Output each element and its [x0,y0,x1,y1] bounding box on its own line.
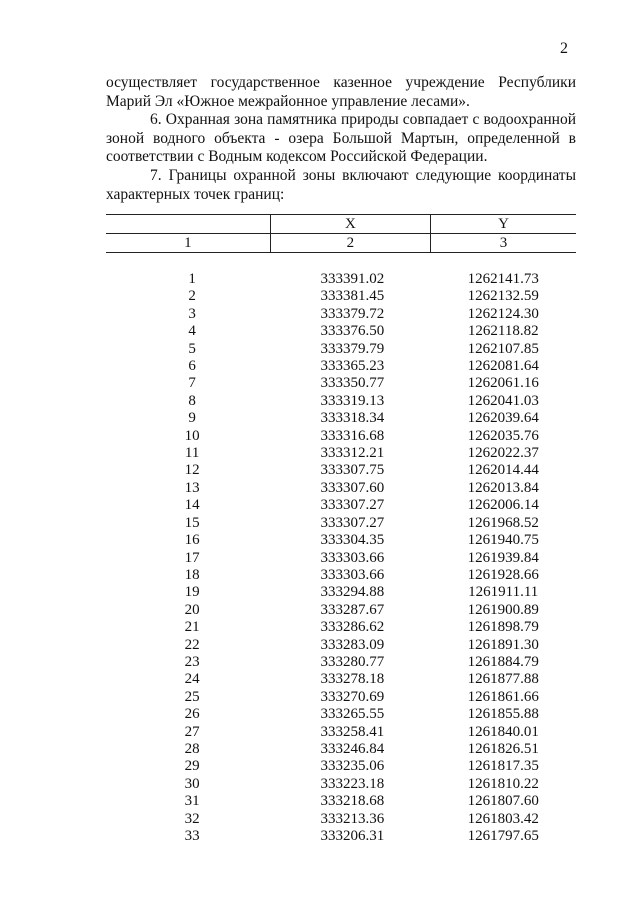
point-number-cell: 6 [188,358,196,375]
table-row [106,428,576,445]
point-number-cell: 25 [184,688,200,705]
table-row [106,550,576,567]
table-row [106,341,576,358]
y-coordinate-cell: 1261817.35 [467,758,539,775]
y-coordinate-cell: 1262014.44 [467,462,539,479]
table-row [106,480,576,497]
point-number-cell: 24 [184,671,200,688]
point-number-cell: 2 [188,288,196,305]
table-row [106,393,576,410]
x-coordinate-cell: 333294.88 [320,584,385,601]
point-number-cell: 21 [184,619,200,636]
point-number-cell: 10 [184,427,200,444]
point-number-cell: 15 [184,514,200,531]
y-coordinate-cell: 1262039.64 [467,410,539,427]
column-number-row [106,234,576,253]
point-number-cell: 29 [184,758,200,775]
point-number-cell: 28 [184,740,200,757]
column-number-cell: 2 [270,234,430,253]
point-number-cell: 11 [184,445,200,462]
table-row [106,811,576,828]
y-coordinate-cell: 1261797.65 [467,828,539,844]
y-coordinate-cell: 1261928.66 [467,566,539,583]
y-coordinate-cell: 1262081.64 [467,358,539,375]
y-coordinate-cell: 1261807.60 [467,793,539,810]
table-row [106,375,576,392]
table-row [106,637,576,654]
x-coordinate-cell: 333246.84 [320,740,385,757]
y-coordinate-cell: 1261826.51 [467,740,539,757]
point-number-cell: 5 [188,340,196,357]
table-spacer-row [106,253,576,272]
table-row [106,793,576,810]
x-coordinate-cell: 333312.21 [320,445,385,462]
y-coordinate-cell: 1262124.30 [467,305,539,322]
y-coordinate-cell: 1262006.14 [467,497,539,514]
y-coordinate-cell: 1262022.37 [467,445,539,462]
point-number-cell: 30 [184,775,200,792]
x-coordinate-cell: 333304.35 [320,532,385,549]
header-cell-point [106,215,270,234]
table-row [106,671,576,688]
point-number-cell: 3 [188,305,196,322]
header-cell-x: X [270,215,430,234]
y-coordinate-cell: 1261840.01 [467,723,539,740]
x-coordinate-cell: 333391.02 [320,271,385,287]
table-header-row [106,215,576,234]
point-number-cell: 14 [184,497,200,514]
column-number-cell: 1 [106,234,270,253]
x-coordinate-cell: 333307.75 [320,462,385,479]
point-number-cell: 32 [184,810,200,827]
y-coordinate-cell: 1261898.79 [467,619,539,636]
table-row [106,358,576,375]
table-row [106,828,576,845]
x-coordinate-cell: 333316.68 [320,427,385,444]
x-coordinate-cell: 333307.60 [320,479,385,496]
header-cell-y: Y [431,215,577,234]
x-coordinate-cell: 333218.68 [320,793,385,810]
table-row [106,724,576,741]
paragraph-item-7: 7. Границы охранной зоны включают следующие координаты характерных точек границ: [106,166,576,203]
point-number-cell: 1 [188,271,196,287]
point-number-cell: 22 [184,636,200,653]
x-coordinate-cell: 333376.50 [320,323,385,340]
point-number-cell: 26 [184,706,200,723]
table-row [106,532,576,549]
point-number-cell: 7 [188,375,196,392]
point-number-cell: 23 [184,653,200,670]
table-row [106,323,576,340]
x-coordinate-cell: 333280.77 [320,653,385,670]
x-coordinate-cell: 333265.55 [320,706,385,723]
point-number-cell: 17 [184,549,200,566]
y-coordinate-cell: 1262141.73 [467,271,539,287]
x-coordinate-cell: 333278.18 [320,671,385,688]
x-coordinate-cell: 333270.69 [320,688,385,705]
table-row [106,445,576,462]
y-coordinate-cell: 1261884.79 [467,653,539,670]
point-number-cell: 19 [184,584,200,601]
point-number-cell: 4 [188,323,196,340]
paragraph-item-6: 6. Охранная зона памятника природы совпадает с водоохранной зоной водного объекта - озера Большой Мартын, определенной в соответствии с Водным кодексом Российской Федерации. [106,111,576,166]
y-coordinate-cell: 1262118.82 [467,323,539,340]
x-coordinate-cell: 333258.41 [320,723,385,740]
table-row [106,515,576,532]
y-coordinate-cell: 1261911.11 [468,584,539,601]
x-coordinate-cell: 333206.31 [320,828,385,844]
y-coordinate-cell: 1262013.84 [467,479,539,496]
x-coordinate-cell: 333235.06 [320,758,385,775]
y-coordinate-cell: 1261900.89 [467,601,539,618]
table-row [106,567,576,584]
y-coordinate-cell: 1262132.59 [467,288,539,305]
y-coordinate-cell: 1261810.22 [467,775,539,792]
y-coordinate-cell: 1261968.52 [467,514,539,531]
y-coordinate-cell: 1261891.30 [467,636,539,653]
x-coordinate-cell: 333379.79 [320,340,385,357]
y-coordinate-cell: 1261855.88 [467,706,539,723]
point-number-cell: 12 [184,462,200,479]
point-number-cell: 8 [188,392,196,409]
page-number: 2 [560,40,568,57]
x-coordinate-cell: 333381.45 [320,288,385,305]
table-row [106,741,576,758]
x-coordinate-cell: 333283.09 [320,636,385,653]
y-coordinate-cell: 1261939.84 [467,549,539,566]
x-coordinate-cell: 333318.34 [320,410,385,427]
table-row [106,654,576,671]
column-number-cell: 3 [431,234,577,253]
point-number-cell: 18 [184,566,200,583]
table-row [106,776,576,793]
x-coordinate-cell: 333379.72 [320,305,385,322]
y-coordinate-cell: 1262035.76 [467,427,539,444]
point-number-cell: 13 [184,479,200,496]
table-row [106,462,576,479]
x-coordinate-cell: 333223.18 [320,775,385,792]
y-coordinate-cell: 1262061.16 [467,375,539,392]
table-row [106,497,576,514]
paragraph-continuation: осуществляет государственное казенное учреждение Республики Марий Эл «Южное межрайонное управление лесами». [106,74,576,110]
point-number-cell: 27 [184,723,200,740]
point-number-cell: 33 [184,828,200,844]
y-coordinate-cell: 1261803.42 [467,810,539,827]
table-row [106,306,576,323]
x-coordinate-cell: 333213.36 [320,810,385,827]
table-row [106,584,576,601]
y-coordinate-cell: 1262107.85 [467,340,539,357]
y-coordinate-cell: 1261877.88 [467,671,539,688]
x-coordinate-cell: 333286.62 [320,619,385,636]
y-coordinate-cell: 1262041.03 [467,392,539,409]
table-row [106,271,576,288]
x-coordinate-cell: 333307.27 [320,497,385,514]
table-row [106,410,576,427]
point-number-cell: 31 [184,793,200,810]
table-row [106,706,576,723]
table-row [106,689,576,706]
table-row [106,288,576,305]
body-text [106,74,576,204]
x-coordinate-cell: 333287.67 [320,601,385,618]
x-coordinate-cell: 333307.27 [320,514,385,531]
y-coordinate-cell: 1261861.66 [467,688,539,705]
table-row [106,619,576,636]
x-coordinate-cell: 333303.66 [320,566,385,583]
x-coordinate-cell: 333319.13 [320,392,385,409]
table-row [106,758,576,775]
point-number-cell: 16 [184,532,200,549]
y-coordinate-cell: 1261940.75 [467,532,539,549]
x-coordinate-cell: 333365.23 [320,358,385,375]
x-coordinate-cell: 333303.66 [320,549,385,566]
point-number-cell: 20 [184,601,200,618]
table-row [106,602,576,619]
coordinates-table [106,214,576,845]
x-coordinate-cell: 333350.77 [320,375,385,392]
point-number-cell: 9 [188,410,196,427]
table-body [106,253,576,846]
